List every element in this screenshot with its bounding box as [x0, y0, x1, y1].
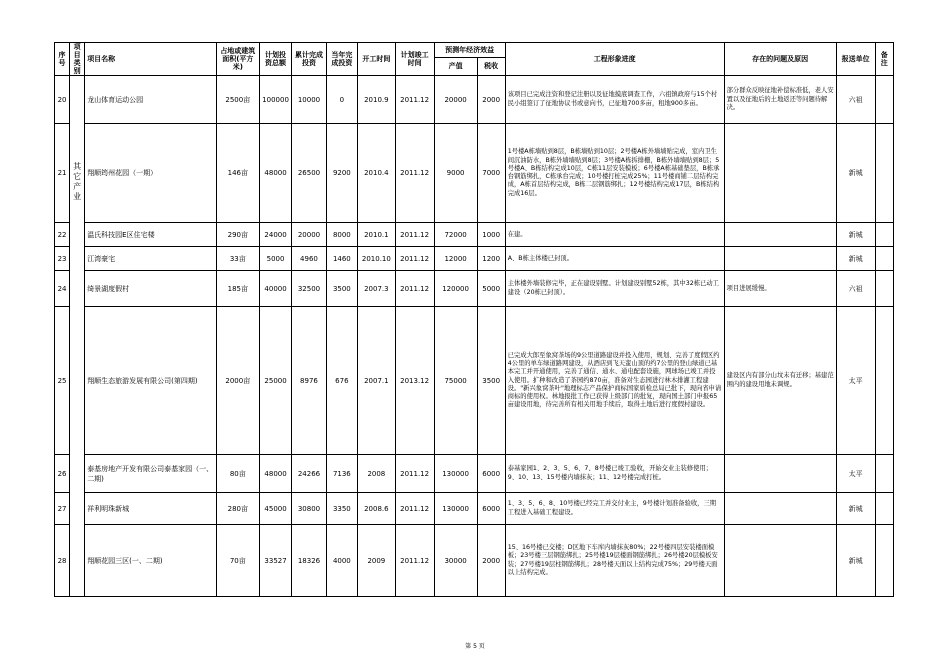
table-row: [55, 124, 894, 223]
row-year: 3350: [326, 493, 357, 525]
table-row: [55, 76, 894, 124]
row-tax: 2000: [477, 76, 505, 124]
row-unit: 新城: [836, 247, 875, 271]
row-plan: 33527: [259, 525, 291, 597]
header-current-year: 当年完成投资: [326, 43, 357, 76]
row-area: 185亩: [216, 271, 259, 307]
row-tax: 6000: [477, 493, 505, 525]
row-name: 翔顺花园三区(一、二期): [85, 525, 217, 597]
row-area: 33亩: [216, 247, 259, 271]
row-output: 9000: [434, 124, 477, 223]
row-name: 翔顺生态旅游发展有限公司(第四期): [85, 307, 217, 455]
row-end: 2011.12: [395, 493, 434, 525]
row-cumulative: 20000: [292, 223, 327, 247]
row-unit: 新城: [836, 124, 875, 223]
row-tax: 6000: [477, 455, 505, 493]
row-cumulative: 24266: [292, 455, 327, 493]
header-progress: 工程形象进度: [505, 43, 724, 76]
row-cumulative: 26500: [292, 124, 327, 223]
row-issues: [724, 455, 836, 493]
row-area: 290亩: [216, 223, 259, 247]
table-row: [55, 271, 894, 307]
header-output: 产值: [434, 57, 477, 76]
row-plan: 25000: [259, 307, 291, 455]
row-start: 2010.4: [357, 124, 395, 223]
row-plan: 48000: [259, 455, 291, 493]
header-unit: 报送单位: [836, 43, 875, 76]
page-number: 第 5 页: [465, 643, 485, 650]
row-remark: [875, 223, 893, 247]
row-progress: 该项目已完成注资和登记注册以及征地摸底调查工作，六祖镇政府与15个村民小组签订了征地协议书或意向书，已征地700多亩，租地900多亩。: [505, 76, 724, 124]
row-output: 120000: [434, 271, 477, 307]
row-end: 2011.12: [395, 76, 434, 124]
row-name: 绮景湖度假村: [85, 271, 217, 307]
row-cumulative: 4960: [292, 247, 327, 271]
row-unit: 六祖: [836, 271, 875, 307]
row-issues: [724, 223, 836, 247]
row-unit: 新城: [836, 223, 875, 247]
table-row: [55, 455, 894, 493]
table-row: [55, 525, 894, 597]
row-start: 2007.1: [357, 307, 395, 455]
header-area: 占地或建筑面积(平方米): [216, 43, 259, 76]
row-start: 2010.10: [357, 247, 395, 271]
row-output: 75000: [434, 307, 477, 455]
row-output: 12000: [434, 247, 477, 271]
header-plan-invest: 计划投资总额: [259, 43, 291, 76]
row-tax: 1000: [477, 223, 505, 247]
table-row: [55, 493, 894, 525]
row-name: 祥利明珠新城: [85, 493, 217, 525]
header-benefit: 预测年经济效益: [434, 43, 505, 58]
row-end: 2013.12: [395, 307, 434, 455]
header-issues: 存在的问题及原因: [724, 43, 836, 76]
row-output: 72000: [434, 223, 477, 247]
row-issues: 项目进展缓慢。: [724, 271, 836, 307]
row-issues: [724, 124, 836, 223]
row-year: 9200: [326, 124, 357, 223]
row-start: 2010.9: [357, 76, 395, 124]
row-remark: [875, 76, 893, 124]
row-year: 4000: [326, 525, 357, 597]
row-end: 2011.12: [395, 247, 434, 271]
spreadsheet-page: [54, 42, 894, 597]
row-start: 2010.1: [357, 223, 395, 247]
row-issues: [724, 525, 836, 597]
row-start: 2008: [357, 455, 395, 493]
row-unit: 太平: [836, 455, 875, 493]
row-start: 2008.6: [357, 493, 395, 525]
row-no: 26: [55, 455, 70, 493]
row-year: 8000: [326, 223, 357, 247]
row-progress: 泰基家园1、2、3、5、6、7、8号楼已竣工验收，开始交业主装修使用；9、10、13、15号楼内墙抹灰；11、12号楼完成打桩。: [505, 455, 724, 493]
row-no: 28: [55, 525, 70, 597]
row-year: 676: [326, 307, 357, 455]
category-label: 其它产业: [73, 162, 82, 202]
row-year: 0: [326, 76, 357, 124]
row-cumulative: 30800: [292, 493, 327, 525]
header-start: 开工时间: [357, 43, 395, 76]
row-progress: 在建。: [505, 223, 724, 247]
row-progress: 1、3、5、6、8、10号楼已经完工并交付业主，9号楼计划准备验收，三期工程进入基础工程建设。: [505, 493, 724, 525]
row-cumulative: 8976: [292, 307, 327, 455]
row-progress: 1号楼A栋墙贴到8层，B栋墙贴到10层；2号楼A栋外墙墙贴完成，室内卫生间沉油防水，B栋外墙墙贴到8层；3号楼A栋拆排栅，B栋外墙墙贴到8层；5号楼A、B栋结构完成10层，C栋11层安装模板；6号楼A栋基础垫层，B栋承台钢筋绑扎，C栋承台完成；10号楼打桩完成25%；11号楼商铺二层结构完成，A栋首层结构完成，B栋二层钢筋绑扎；12号楼结构完成17层，B栋结构完成16层。: [505, 124, 724, 223]
row-tax: 3500: [477, 307, 505, 455]
table-row: [55, 307, 894, 455]
row-remark: [875, 271, 893, 307]
row-cumulative: 32500: [292, 271, 327, 307]
header-tax: 税收: [477, 57, 505, 76]
row-output: 130000: [434, 455, 477, 493]
row-plan: 48000: [259, 124, 291, 223]
table-row: [55, 223, 894, 247]
row-tax: 5000: [477, 271, 505, 307]
row-remark: [875, 124, 893, 223]
row-name: 龙山体育运动公园: [85, 76, 217, 124]
row-no: 21: [55, 124, 70, 223]
row-area: 80亩: [216, 455, 259, 493]
row-plan: 45000: [259, 493, 291, 525]
row-tax: 1200: [477, 247, 505, 271]
row-cumulative: 18326: [292, 525, 327, 597]
row-end: 2011.12: [395, 223, 434, 247]
row-end: 2011.12: [395, 271, 434, 307]
row-year: 1460: [326, 247, 357, 271]
row-output: 130000: [434, 493, 477, 525]
row-no: 22: [55, 223, 70, 247]
row-issues: [724, 247, 836, 271]
row-plan: 40000: [259, 271, 291, 307]
row-plan: 5000: [259, 247, 291, 271]
row-output: 30000: [434, 525, 477, 597]
row-name: 温氏科技园E区住宅楼: [85, 223, 217, 247]
header-name: 项目名称: [85, 43, 217, 76]
row-area: 2000亩: [216, 307, 259, 455]
row-issues: 部分群众反映征地补偿标准低，老人安置以及征地后的土地返还等问题待解决。: [724, 76, 836, 124]
row-remark: [875, 455, 893, 493]
header-plan-end: 计划竣工时间: [395, 43, 434, 76]
row-unit: 新城: [836, 525, 875, 597]
row-plan: 100000: [259, 76, 291, 124]
project-table: [54, 42, 894, 597]
row-name: 翔顺筠州花园（一期）: [85, 124, 217, 223]
row-name: 江湾豪宅: [85, 247, 217, 271]
row-progress: 15、16号楼已交楼；D区地下车库内墙抹灰80%；22号楼四层安装楼面模板；23号楼三层钢筋绑扎；25号楼19层楼面钢筋绑扎；26号楼20层模板安装；27号楼19层柱钢筋绑扎；28号楼天面以上结构完成75%；29号楼天面以上结构完成。: [505, 525, 724, 597]
row-progress: 已完成大郎至象窝茶场的9公里道路建设并投入使用，规划、完善了度假区约4公里的单车绿道路网建设，从酒店到飞天蛮山顶的约7公里的登山绿道已基本完工并开通使用，完善了通信、通水、通电配套设施，网球场已竣工并投入使用。扩种和改造了茶园约870亩，准备对生态园进行林木排灌工程建设。"新兴象窝茶叶"地理标志产品保护商标国家质检总局已批下，现向省申请商标的使用权。林地报批工作已获得上级部门的批复，现向国土部门申报65亩建设用地，待完善所有相关用地手续后，取得土地后进行度假村建设。: [505, 307, 724, 455]
row-year: 7136: [326, 455, 357, 493]
row-area: 146亩: [216, 124, 259, 223]
row-progress: A、B栋主体楼已封顶。: [505, 247, 724, 271]
row-year: 3500: [326, 271, 357, 307]
row-end: 2011.12: [395, 124, 434, 223]
row-no: 20: [55, 76, 70, 124]
row-no: 27: [55, 493, 70, 525]
row-area: 280亩: [216, 493, 259, 525]
header-category: 项目类别: [70, 43, 85, 76]
row-cumulative: 10000: [292, 76, 327, 124]
row-remark: [875, 247, 893, 271]
row-tax: 2000: [477, 525, 505, 597]
row-remark: [875, 525, 893, 597]
row-area: 2500亩: [216, 76, 259, 124]
header-remark: 备注: [875, 43, 893, 76]
row-unit: 新城: [836, 493, 875, 525]
row-area: 70亩: [216, 525, 259, 597]
row-no: 24: [55, 271, 70, 307]
row-remark: [875, 493, 893, 525]
row-no: 23: [55, 247, 70, 271]
row-remark: [875, 307, 893, 455]
row-start: 2009: [357, 525, 395, 597]
row-issues: [724, 493, 836, 525]
row-name: 泰基房地产开发有限公司泰基家园（一、二期): [85, 455, 217, 493]
row-issues: 建设区内有部分山坟未有迁移；基建范围内的建设用地未调规。: [724, 307, 836, 455]
header-seq: 序号: [55, 43, 70, 76]
row-unit: 太平: [836, 307, 875, 455]
row-no: 25: [55, 307, 70, 455]
row-end: 2011.12: [395, 455, 434, 493]
row-end: 2011.12: [395, 525, 434, 597]
row-unit: 六祖: [836, 76, 875, 124]
header-cumulative: 累计完成投资: [292, 43, 327, 76]
row-output: 20000: [434, 76, 477, 124]
table-row: [55, 247, 894, 271]
row-progress: 主体楼外墙装修完毕，正在建设别墅。计划建设别墅52栋，其中32栋已动工建设（20栋已封顶）。: [505, 271, 724, 307]
category-cell: [70, 76, 85, 597]
row-tax: 7000: [477, 124, 505, 223]
row-start: 2007.3: [357, 271, 395, 307]
row-plan: 24000: [259, 223, 291, 247]
